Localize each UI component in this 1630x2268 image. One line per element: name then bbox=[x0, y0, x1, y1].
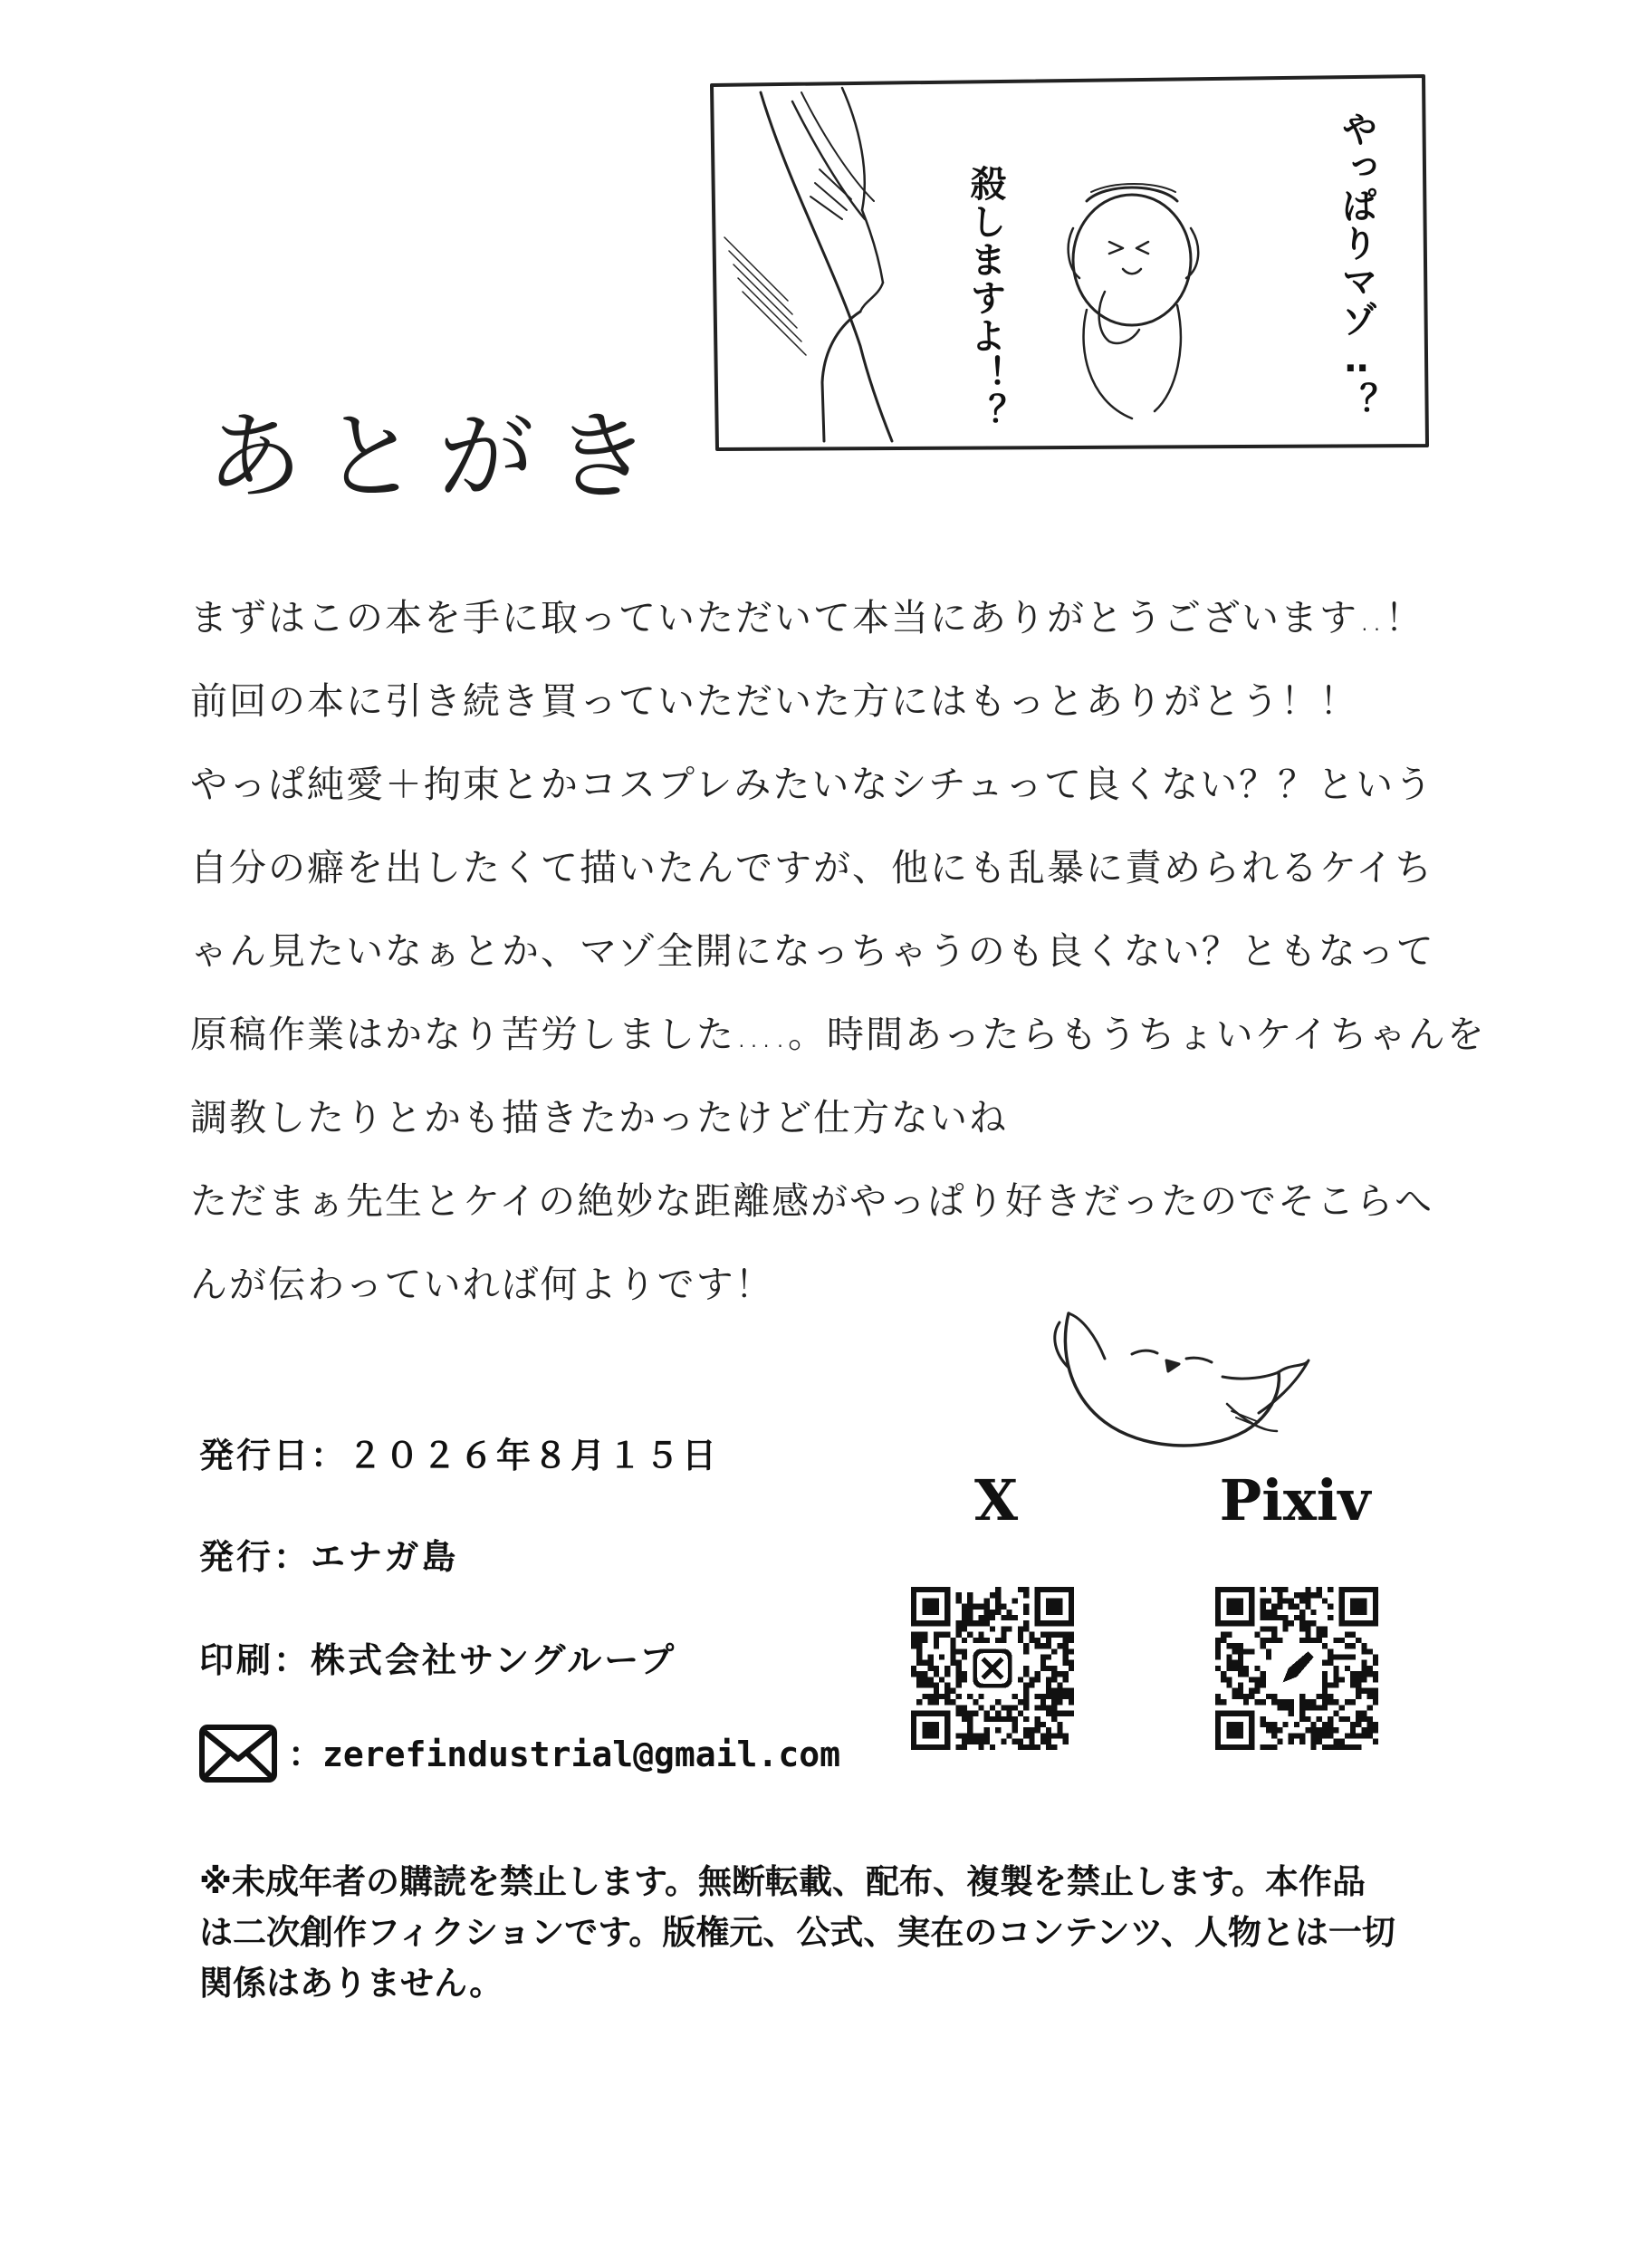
publish-date: 発行日：２０２６年８月１５日 bbox=[199, 1436, 720, 1475]
disclaimer bbox=[199, 1857, 1449, 2009]
publisher: 発行：エナガ島 bbox=[199, 1537, 459, 1577]
afterword-line: 前回の本に引き続き買っていただいた方にはもっとありがとう！！ bbox=[190, 679, 1358, 723]
speech-bubble-right: やっぱりマゾ‥？ bbox=[1336, 111, 1377, 420]
speech-bubble-left: 殺しますよ！？ bbox=[964, 165, 1006, 431]
disclaimer-line: 関係はありません。 bbox=[199, 1964, 503, 2003]
qr-pixiv-label: Pixiv bbox=[1219, 1467, 1371, 1533]
afterword-line: ゃん見たいなぁとか、マゾ全開になっちゃうのも良くない？ともなって bbox=[190, 929, 1435, 973]
disclaimer-line: は二次創作フィクションです。版権元、公式、実在のコンテンツ、人物とは一切 bbox=[199, 1913, 1395, 1952]
afterword-line: まずはこの本を手に取っていただいて本当にありがとうございます‥！ bbox=[190, 596, 1424, 639]
bird-mascot-icon bbox=[1041, 1295, 1313, 1467]
afterword-line: んが伝わっていれば何よりです！ bbox=[190, 1263, 774, 1306]
afterword-line: やっぱ純愛＋拘束とかコスプレみたいなシチュって良くない？？という bbox=[190, 763, 1434, 806]
printer: 印刷：株式会社サングループ bbox=[199, 1640, 677, 1680]
afterword-body bbox=[190, 576, 1486, 1326]
comic-drawing bbox=[706, 74, 1431, 455]
pencil-icon bbox=[1277, 1648, 1316, 1687]
afterword-line: 自分の癖を出したくて描いたんですが、他にも乱暴に責められるケイち bbox=[190, 846, 1434, 889]
disclaimer-line: ※未成年者の購読を禁止します。無断転載、配布、複製を禁止します。本作品 bbox=[199, 1862, 1366, 1901]
afterword-line: 調教したりとかも描きたかったけど仕方ないね bbox=[190, 1096, 1008, 1139]
x-logo-icon bbox=[973, 1648, 1012, 1687]
qr-x-label: X bbox=[973, 1467, 1019, 1533]
qr-code-x[interactable] bbox=[911, 1587, 1074, 1750]
email-address[interactable]: ：zerefindustrial@gmail.com bbox=[288, 1735, 840, 1774]
qr-code-pixiv[interactable] bbox=[1215, 1587, 1378, 1750]
envelope-icon bbox=[199, 1725, 277, 1783]
afterword-line: 原稿作業はかなり苦労しました….。時間あったらもうちょいケイちゃんを bbox=[190, 1013, 1486, 1056]
afterword-line: ただまぁ先生とケイの絶妙な距離感がやっぱり好きだったのでそこらへ bbox=[190, 1179, 1434, 1223]
page-title: あとがき bbox=[206, 401, 670, 513]
comic-panel bbox=[706, 74, 1431, 455]
